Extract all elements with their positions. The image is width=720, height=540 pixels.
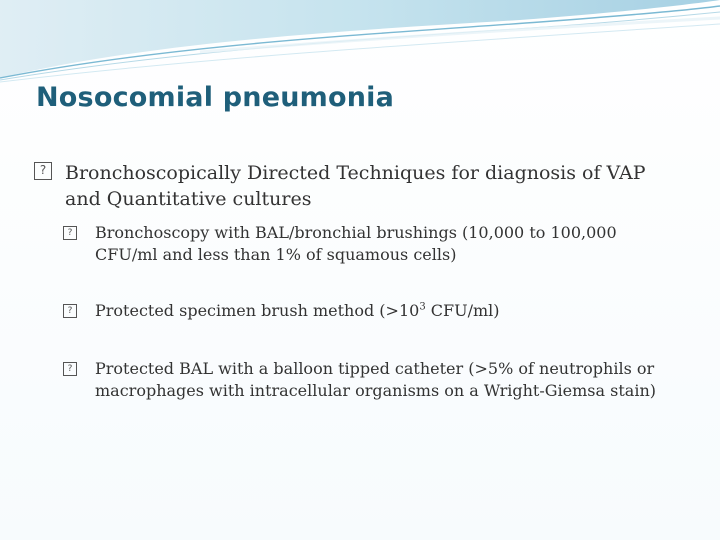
text-segment: CFU/ml) xyxy=(425,301,500,320)
level2-bullet-text: Bronchoscopy with BAL/bronchial brushings (10,000 to 100,000 CFU/ml and less than 1% of squamous cells) xyxy=(95,223,617,264)
level2-bullet-item xyxy=(63,222,663,266)
level2-bullet-text: Protected BAL with a balloon tipped catheter (>5% of neutrophils or macrophages with intracellular organisms on a Wright-Giemsa stain) xyxy=(95,359,656,400)
level1-bullet-item xyxy=(36,160,686,212)
slide-title: Nosocomial pneumonia xyxy=(36,82,395,113)
square-bullet-icon: ? xyxy=(63,226,77,240)
text-segment: Protected specimen brush method (>10 xyxy=(95,301,420,320)
square-bullet-icon: ? xyxy=(63,362,77,376)
square-bullet-icon: ? xyxy=(63,304,77,318)
level2-bullet-item xyxy=(63,300,663,322)
level2-bullet-item xyxy=(63,358,663,402)
level1-bullet-text: Bronchoscopically Directed Techniques for diagnosis of VAP and Quantitative cultures xyxy=(65,162,646,210)
superscript-exponent: 3 xyxy=(419,301,426,313)
square-bullet-icon: ? xyxy=(34,162,52,180)
level2-bullet-text xyxy=(63,300,663,322)
